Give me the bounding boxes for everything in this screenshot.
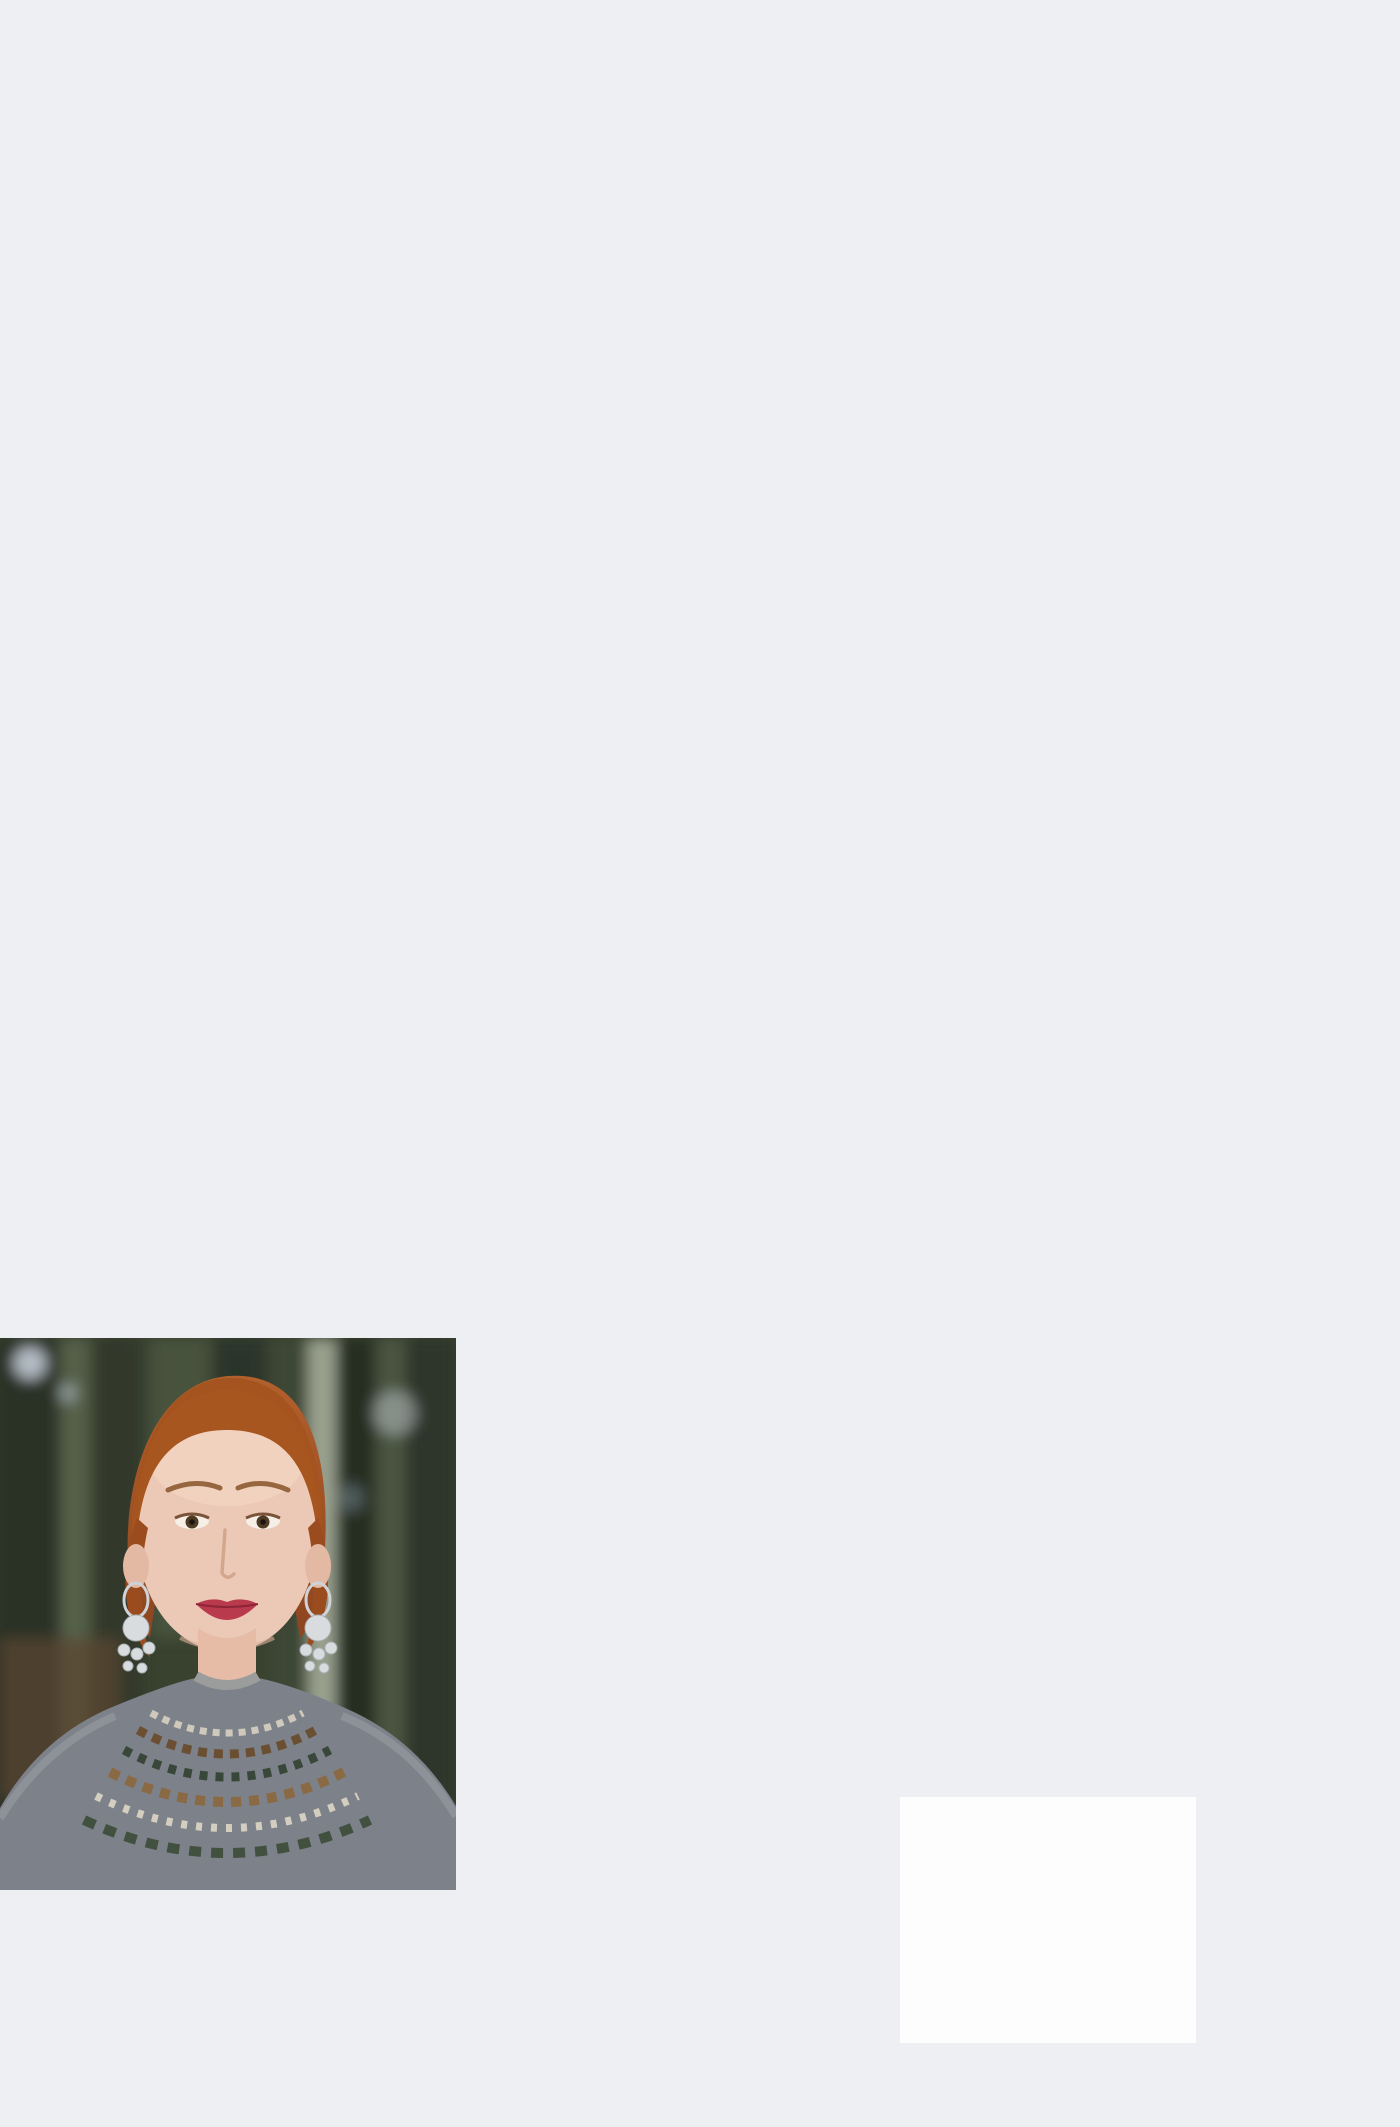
review-quote-femina — [0, 1086, 1400, 1099]
isbn-barcode — [900, 1797, 1196, 2043]
review-quote-dagens-nyheter — [0, 866, 1400, 879]
author-portrait-photo — [0, 1338, 456, 1890]
